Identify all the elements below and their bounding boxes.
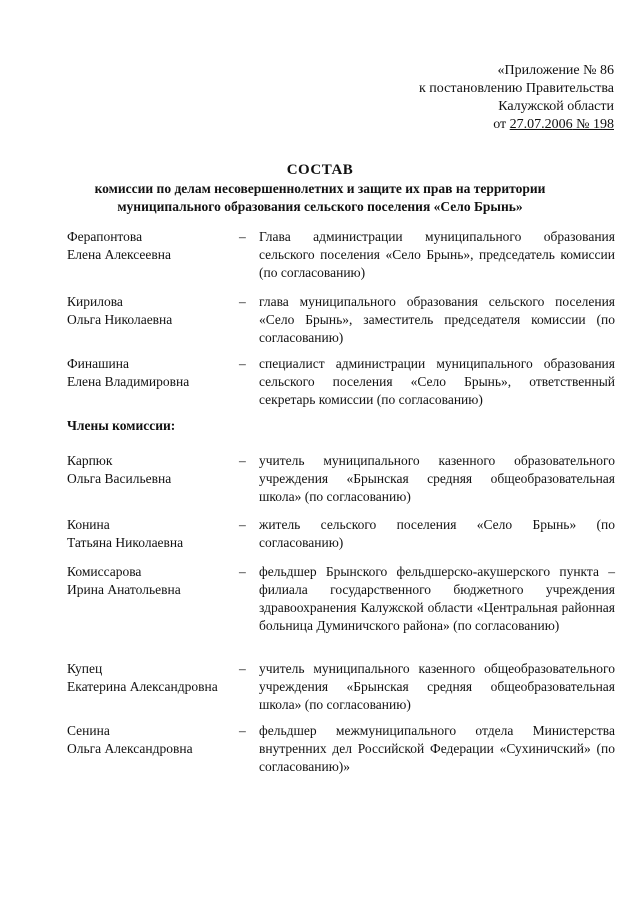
- appendix-line-3: Калужской области: [498, 99, 614, 114]
- person-role: специалист администрации муниципального образования сельского поселения «Село Брынь», ответственный секретарь комиссии (по согласованию): [259, 356, 615, 407]
- resolution-number: 198: [593, 117, 614, 132]
- heading-line-1: комиссии по делам несовершеннолетних и защите их прав на территории: [94, 181, 546, 196]
- person-role: учитель муниципального казенного образовательного учреждения «Брынская средняя общеобразовательная школа» (по согласованию): [259, 453, 615, 504]
- person-name: [67, 355, 237, 391]
- person-name: [67, 722, 237, 758]
- person-given-name: Елена Владимировна: [67, 374, 190, 389]
- person-surname: Сенина: [67, 723, 110, 738]
- person-given-name: Ольга Васильевна: [67, 471, 172, 486]
- person-given-name: Екатерина Александровна: [67, 679, 218, 694]
- person-role: фельдшер межмуниципального отдела Министерства внутренних дел Российской Федерации «Сухиничский» (по согласованию)»: [259, 723, 615, 774]
- person-name: [67, 516, 237, 552]
- heading-title: СОСТАВ: [286, 162, 354, 178]
- heading-line-2: муниципального образования сельского поселения «Село Брынь»: [117, 199, 523, 214]
- members-heading: Члены комиссии:: [67, 418, 176, 433]
- person-role: учитель муниципального казенного общеобразовательного учреждения «Брынская средняя общеобразовательная школа» (по согласованию): [259, 661, 615, 712]
- person-surname: Конина: [67, 517, 110, 532]
- person-surname: Карпюк: [67, 453, 113, 468]
- person-given-name: Ольга Александровна: [67, 741, 193, 756]
- number-sign: №: [572, 117, 593, 132]
- person-role: глава муниципального образования сельского поселения «Село Брынь», заместитель председателя комиссии (по согласованию): [259, 294, 615, 345]
- document-heading: [0, 160, 640, 216]
- date-prefix: от: [493, 117, 510, 132]
- person-name: [67, 660, 237, 696]
- dash: –: [239, 356, 246, 371]
- person-surname: Комиссарова: [67, 564, 142, 579]
- person-given-name: Ирина Анатольевна: [67, 582, 181, 597]
- person-name: [67, 293, 237, 329]
- dash: –: [239, 564, 246, 579]
- dash: –: [239, 517, 246, 532]
- dash: –: [239, 661, 246, 676]
- appendix-block: [419, 62, 614, 134]
- dash: –: [239, 453, 246, 468]
- dash: –: [239, 294, 246, 309]
- appendix-line-1: «Приложение № 86: [497, 63, 614, 78]
- person-role: фельдшер Брынского фельдшерско-акушерского пункта – филиала государственного бюджетного учреждения здравоохранения Калужской области «Центральная районная больница Думиничского района» (по согласованию): [259, 564, 615, 633]
- dash: –: [239, 229, 246, 244]
- person-given-name: Татьяна Николаевна: [67, 535, 184, 550]
- person-given-name: Елена Алексеевна: [67, 247, 171, 262]
- person-role: житель сельского поселения «Село Брынь» (по согласованию): [259, 517, 615, 550]
- appendix-line-2: к постановлению Правительства: [418, 81, 614, 96]
- dash: –: [239, 723, 246, 738]
- person-name: [67, 452, 237, 488]
- person-given-name: Ольга Николаевна: [67, 312, 173, 327]
- resolution-date: 27.07.2006: [509, 117, 573, 132]
- person-surname: Купец: [67, 661, 103, 676]
- person-surname: Кирилова: [67, 294, 123, 309]
- appendix-date-line: [419, 116, 614, 134]
- person-role: Глава администрации муниципального образования сельского поселения «Село Брынь», председатель комиссии (по согласованию): [259, 229, 615, 280]
- person-surname: Финашина: [67, 356, 129, 371]
- person-surname: Ферапонтова: [67, 229, 143, 244]
- person-name: [67, 563, 237, 599]
- person-name: [67, 228, 237, 264]
